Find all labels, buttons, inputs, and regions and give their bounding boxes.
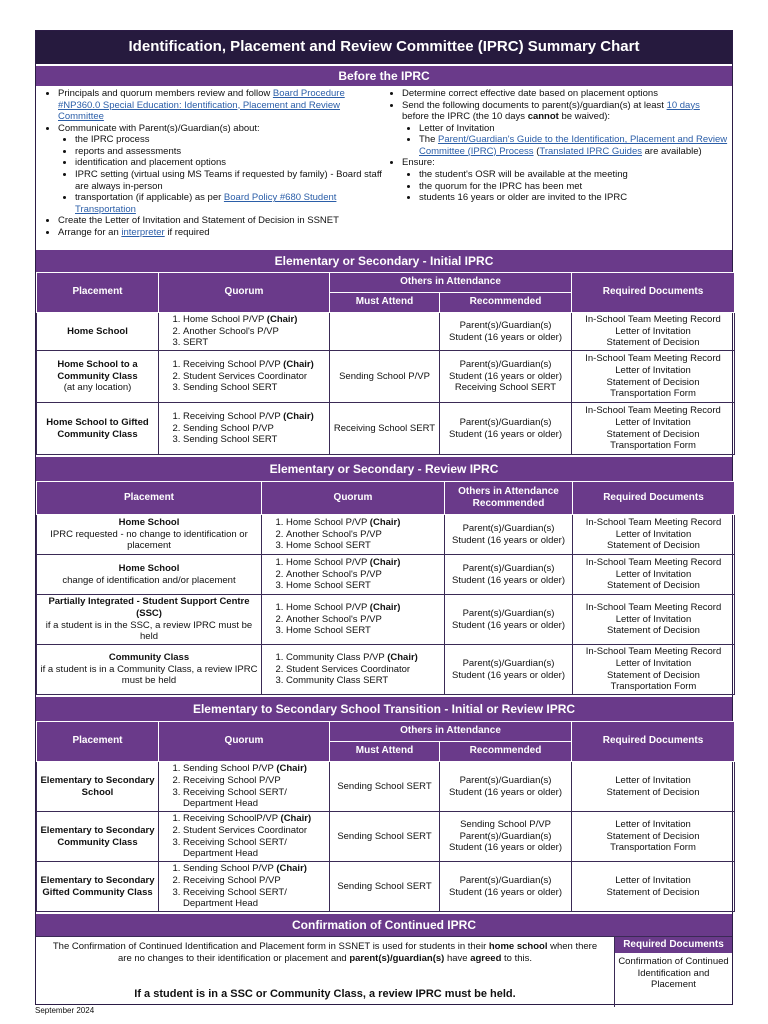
quorum-member: 1. Receiving School P/VP (Chair): [183, 411, 326, 423]
sub-item: • the IPRC process: [75, 134, 384, 146]
cell-line: Parent(s)/Guardian(s): [459, 416, 552, 428]
placement-cell: [37, 812, 159, 862]
col-header-docs: Required Documents: [573, 482, 735, 515]
cell-line: Student (16 years or older): [451, 574, 565, 586]
must-attend-cell: Sending School SERT: [330, 762, 440, 812]
must-attend-cell: Sending School SERT: [330, 812, 440, 862]
initial-iprc-table: [36, 272, 735, 455]
cell-line: In-School Team Meeting Record: [585, 517, 722, 529]
quorum-cell: [159, 351, 330, 403]
cell-line: Transportation Form: [610, 842, 696, 854]
cell-line: Parent(s)/Guardian(s): [459, 874, 552, 886]
cell-line: Letter of Invitation: [615, 874, 691, 886]
confirmation-heading: Confirmation of Continued IPRC: [36, 912, 732, 936]
cell-line: Letter of Invitation: [615, 416, 691, 428]
cell-line: Statement of Decision: [607, 540, 700, 552]
cell-line: Letter of Invitation: [615, 325, 691, 337]
col-header-docs: Required Documents: [572, 273, 735, 313]
placement-note: IPRC requested - no change to identification or placement: [50, 528, 248, 552]
cell-line: Student (16 years or older): [451, 669, 565, 681]
table-row: [37, 645, 735, 695]
recommended-cell: [440, 862, 572, 912]
cell-line: Receiving School SERT: [454, 382, 557, 394]
quorum-member: 1. Community Class P/VP (Chair): [286, 652, 441, 664]
before-right-column: [384, 88, 728, 248]
placement-cell: [37, 403, 159, 455]
placement-note: (at any location): [63, 382, 132, 394]
sub-item: • transportation (if applicable) as per Board Policy #680 Student Transportation: [75, 192, 384, 215]
recommended-cell: [440, 762, 572, 812]
table-row: [37, 403, 735, 455]
col-header-others-recommended: Others in Attendance Recommended: [445, 482, 573, 515]
transition-iprc-heading: Elementary to Secondary School Transition - Initial or Review IPRC: [36, 695, 732, 721]
quorum-member: 3. Receiving School SERT/ Department Head: [183, 837, 326, 860]
sub-item: • the quorum for the IPRC has been met: [419, 181, 728, 193]
before-item: • Ensure: • the student's OSR will be available at the meeting • the quorum for the IPRC has been met • students 16 years or older are invited to the IPRC: [402, 157, 728, 203]
table-row: [37, 555, 735, 595]
initial-iprc-heading: Elementary or Secondary - Initial IPRC: [36, 248, 732, 272]
quorum-cell: [262, 555, 445, 595]
sub-item: • students 16 years or older are invited to the IPRC: [419, 192, 728, 204]
before-item: • Principals and quorum members review and follow Board Procedure #NP360.0 Special Education: Identification, Placement and Review Committee: [58, 88, 384, 123]
col-header-others: Others in Attendance: [330, 273, 572, 293]
required-docs-cell: [572, 313, 735, 351]
cell-line: In-School Team Meeting Record: [585, 314, 721, 326]
quorum-member: 2. Student Services Coordinator: [183, 825, 326, 837]
cell-line: Letter of Invitation: [615, 657, 692, 669]
cell-line: Letter of Invitation: [615, 774, 691, 786]
cell-line: Parent(s)/Guardian(s): [462, 562, 555, 574]
quorum-member: 1. Receiving SchoolP/VP (Chair): [183, 813, 326, 825]
cell-line: Student (16 years or older): [449, 331, 563, 343]
quorum-cell: [159, 403, 330, 455]
cell-line: Transportation Form: [610, 440, 696, 452]
placement-name: Home School to a Community Class: [57, 359, 138, 382]
cell-line: In-School Team Meeting Record: [585, 353, 721, 365]
must-attend-cell: [330, 313, 440, 351]
quorum-cell: [159, 862, 330, 912]
cell-line: Parent(s)/Guardian(s): [459, 774, 552, 786]
placement-cell: [37, 515, 262, 555]
table-row: [37, 862, 735, 912]
quorum-member: 2. Receiving School P/VP: [183, 875, 326, 887]
col-header-must: Must Attend: [330, 293, 440, 313]
quorum-member: 1. Home School P/VP (Chair): [286, 557, 441, 569]
cell-line: Letter of Invitation: [615, 568, 692, 580]
cell-line: In-School Team Meeting Record: [585, 602, 722, 614]
quorum-member: 3. Home School SERT: [286, 625, 441, 637]
quorum-member: 3. SERT: [183, 337, 326, 349]
cell-line: Sending School P/VP: [460, 819, 551, 831]
quorum-cell: [159, 762, 330, 812]
placement-name: Partially Integrated - Student Support Centre (SSC): [48, 596, 250, 619]
review-iprc-table: [36, 481, 735, 695]
review-iprc-heading: Elementary or Secondary - Review IPRC: [36, 455, 732, 481]
cell-line: Statement of Decision: [606, 428, 700, 440]
cell-line: Statement of Decision: [606, 376, 700, 388]
table-row: [37, 313, 735, 351]
recommended-cell: [445, 645, 573, 695]
board-procedure-link[interactable]: Board Procedure #NP360.0 Special Education: Identification, Placement and Review Committee: [58, 88, 345, 123]
before-iprc-heading: Before the IPRC: [36, 64, 732, 86]
parent-guide-link[interactable]: Parent/Guardian's Guide to the Identification, Placement and Review Committee (IPRC) Process: [419, 134, 728, 157]
required-docs-cell: [572, 351, 735, 403]
quorum-member: 2. Student Services Coordinator: [286, 664, 441, 676]
recommended-cell: [440, 403, 572, 455]
required-docs-cell: [572, 403, 735, 455]
quorum-member: 3. Receiving School SERT/ Department Head: [183, 787, 326, 810]
cell-line: Statement of Decision: [607, 580, 700, 592]
col-header-quorum: Quorum: [159, 722, 330, 762]
quorum-cell: [262, 595, 445, 645]
recommended-cell: [440, 351, 572, 403]
placement-cell: [37, 862, 159, 912]
placement-cell: [37, 313, 159, 351]
col-header-others: Others in Attendance: [330, 722, 572, 742]
col-header-recommended: Recommended: [440, 293, 572, 313]
quorum-member: 2. Sending School P/VP: [183, 423, 326, 435]
cell-line: Parent(s)/Guardian(s): [459, 830, 552, 842]
before-left-column: [40, 88, 384, 248]
cell-line: Letter of Invitation: [615, 364, 691, 376]
col-header-placement: Placement: [37, 482, 262, 515]
placement-note: if a student is in a Community Class, a review IPRC must be held: [40, 663, 258, 687]
cell-line: Parent(s)/Guardian(s): [459, 319, 552, 331]
quorum-member: 3. Home School SERT: [286, 580, 441, 592]
before-item: • Determine correct effective date based on placement options: [402, 88, 728, 100]
col-header-placement: Placement: [37, 722, 159, 762]
quorum-member: 2. Another School's P/VP: [286, 614, 441, 626]
placement-note: if a student is in the SSC, a review IPRC must be held: [45, 619, 253, 643]
placement-name: Elementary to Secondary Community Class: [40, 824, 155, 848]
quorum-cell: [262, 645, 445, 695]
required-docs-cell: [572, 812, 735, 862]
required-docs-cell: [573, 645, 735, 695]
quorum-member: 3. Home School SERT: [286, 540, 441, 552]
placement-name: Community Class: [108, 652, 190, 664]
cell-line: Parent(s)/Guardian(s): [462, 607, 555, 619]
quorum-member: 2. Another School's P/VP: [286, 569, 441, 581]
cell-line: Letter of Invitation: [615, 613, 692, 625]
cell-line: Student (16 years or older): [449, 886, 563, 898]
table-row: [37, 351, 735, 403]
cell-line: Parent(s)/Guardian(s): [462, 657, 555, 669]
sub-item: • Letter of Invitation: [419, 123, 728, 135]
placement-name: Home School: [118, 562, 180, 574]
recommended-cell: [440, 812, 572, 862]
placement-name: Elementary to Secondary Gifted Community Class: [40, 874, 155, 898]
required-docs-cell: [573, 595, 735, 645]
cell-line: Statement of Decision: [606, 830, 700, 842]
quorum-cell: [262, 515, 445, 555]
quorum-member: 2. Student Services Coordinator: [183, 371, 326, 383]
cell-line: Statement of Decision: [607, 625, 700, 637]
cell-line: Student (16 years or older): [451, 534, 565, 546]
quorum-member: 1. Home School P/VP (Chair): [286, 602, 441, 614]
quorum-member: 1. Sending School P/VP (Chair): [183, 863, 326, 875]
cell-line: Student (16 years or older): [449, 842, 563, 854]
cell-line: Transportation Form: [610, 681, 697, 693]
cell-line: Student (16 years or older): [449, 428, 563, 440]
col-header-recommended: Recommended: [440, 742, 572, 762]
translated-guides-link[interactable]: Translated IPRC Guides: [539, 145, 642, 157]
cell-line: Parent(s)/Guardian(s): [459, 359, 552, 371]
table-row: [37, 762, 735, 812]
confirmation-text: The Confirmation of Continued Identification and Placement form in SSNET is used for students in their home school when there are no changes to their identification or placement and parent(s)/guardian(s) have agreed to this. If a student is in a SSC or Community Class, a review IPRC must be held.: [36, 937, 614, 1007]
cell-line: Letter of Invitation: [615, 528, 692, 540]
before-iprc-section: [36, 86, 732, 248]
quorum-member: 1. Receiving School P/VP (Chair): [183, 359, 326, 371]
placement-cell: [37, 762, 159, 812]
col-header-placement: Placement: [37, 273, 159, 313]
required-docs-cell: [573, 555, 735, 595]
table-row: [37, 515, 735, 555]
table-row: [37, 595, 735, 645]
placement-name: Elementary to Secondary School: [40, 774, 155, 798]
recommended-cell: [440, 313, 572, 351]
ten-days-link[interactable]: 10 days: [666, 99, 700, 111]
col-header-docs: Required Documents: [572, 722, 735, 762]
quorum-member: 3. Community Class SERT: [286, 675, 441, 687]
cell-line: Statement of Decision: [606, 786, 700, 798]
quorum-member: 3. Sending School SERT: [183, 434, 326, 446]
cell-line: Transportation Form: [610, 388, 696, 400]
footer-date: September 2024: [35, 1006, 95, 1015]
col-header-quorum: Quorum: [159, 273, 330, 313]
page-title: Identification, Placement and Review Committee (IPRC) Summary Chart: [36, 31, 732, 64]
required-docs-cell: [572, 762, 735, 812]
sub-item: • IPRC setting (virtual using MS Teams if requested by family) - Board staff are always in-person: [75, 169, 384, 192]
confirmation-docs-text: Confirmation of Continued Identification and Placement: [618, 956, 729, 991]
placement-cell: [37, 351, 159, 403]
quorum-member: 3. Sending School SERT: [183, 382, 326, 394]
must-attend-cell: Sending School P/VP: [330, 351, 440, 403]
required-docs-cell: [572, 862, 735, 912]
cell-line: In-School Team Meeting Record: [585, 646, 722, 658]
required-docs-cell: [573, 515, 735, 555]
recommended-cell: [445, 595, 573, 645]
recommended-cell: [445, 515, 573, 555]
table-row: [37, 812, 735, 862]
confirmation-docs-header: Required Documents: [615, 937, 732, 953]
before-item: • Send the following documents to parent(s)/guardian(s) at least 10 days before the IPRC (the 10 days cannot be waived): • Letter of Invitation • The Parent/Guardian's Guide to the Identification, Placement and Review Committee (IPRC) Process (Translated IPRC Guides are available): [402, 100, 728, 158]
sub-item: • reports and assessments: [75, 146, 384, 158]
cell-line: In-School Team Meeting Record: [585, 405, 721, 417]
confirmation-note: If a student is in a SSC or Community Class, a review IPRC must be held.: [134, 987, 516, 1000]
transition-iprc-table: [36, 721, 735, 912]
quorum-member: 2. Another School's P/VP: [183, 326, 326, 338]
cell-line: Statement of Decision: [606, 337, 700, 349]
must-attend-cell: Sending School SERT: [330, 862, 440, 912]
placement-cell: [37, 595, 262, 645]
quorum-member: 2. Receiving School P/VP: [183, 775, 326, 787]
cell-line: In-School Team Meeting Record: [585, 557, 722, 569]
must-attend-cell: Receiving School SERT: [330, 403, 440, 455]
placement-name: Home School: [67, 325, 128, 337]
placement-name: Home School: [118, 517, 180, 529]
sub-item: • identification and placement options: [75, 157, 384, 169]
iprc-summary-chart: [35, 30, 733, 1005]
cell-line: Student (16 years or older): [449, 370, 563, 382]
cell-line: Statement of Decision: [606, 886, 700, 898]
quorum-member: 1. Sending School P/VP (Chair): [183, 763, 326, 775]
sub-item: • the student's OSR will be available at the meeting: [419, 169, 728, 181]
confirmation-section: [36, 936, 732, 1007]
quorum-member: 2. Another School's P/VP: [286, 529, 441, 541]
quorum-member: 3. Receiving School SERT/ Department Head: [183, 887, 326, 910]
confirmation-docs: [614, 937, 732, 1007]
recommended-cell: [445, 555, 573, 595]
cell-line: Parent(s)/Guardian(s): [462, 522, 555, 534]
quorum-cell: [159, 812, 330, 862]
placement-cell: [37, 645, 262, 695]
before-item: • Arrange for an interpreter if required: [58, 227, 384, 239]
placement-name: Home School to Gifted Community Class: [46, 416, 149, 440]
placement-note: change of identification and/or placement: [62, 574, 236, 586]
interpreter-link[interactable]: interpreter: [121, 226, 165, 238]
col-header-quorum: Quorum: [262, 482, 445, 515]
quorum-member: 1. Home School P/VP (Chair): [183, 314, 326, 326]
placement-cell: [37, 555, 262, 595]
col-header-must: Must Attend: [330, 742, 440, 762]
quorum-cell: [159, 313, 330, 351]
cell-line: Student (16 years or older): [449, 786, 563, 798]
cell-line: Student (16 years or older): [451, 619, 565, 631]
before-item: • Create the Letter of Invitation and Statement of Decision in SSNET: [58, 215, 384, 227]
board-policy-link[interactable]: Board Policy #680 Student Transportation: [75, 192, 337, 215]
sub-item: • The Parent/Guardian's Guide to the Identification, Placement and Review Committee (IPRC) Process (Translated IPRC Guides are available): [419, 134, 728, 157]
cell-line: Statement of Decision: [607, 669, 700, 681]
cell-line: Letter of Invitation: [615, 819, 691, 831]
quorum-member: 1. Home School P/VP (Chair): [286, 517, 441, 529]
before-item: • Communicate with Parent(s)/Guardian(s) about: • the IPRC process • reports and assessments • identification and placement options • IPRC setting (virtual using MS Teams if requested by family) - Board staff are always in-person • transportation (if applicable) as per Board Policy #680 Student Transportation: [58, 123, 384, 216]
